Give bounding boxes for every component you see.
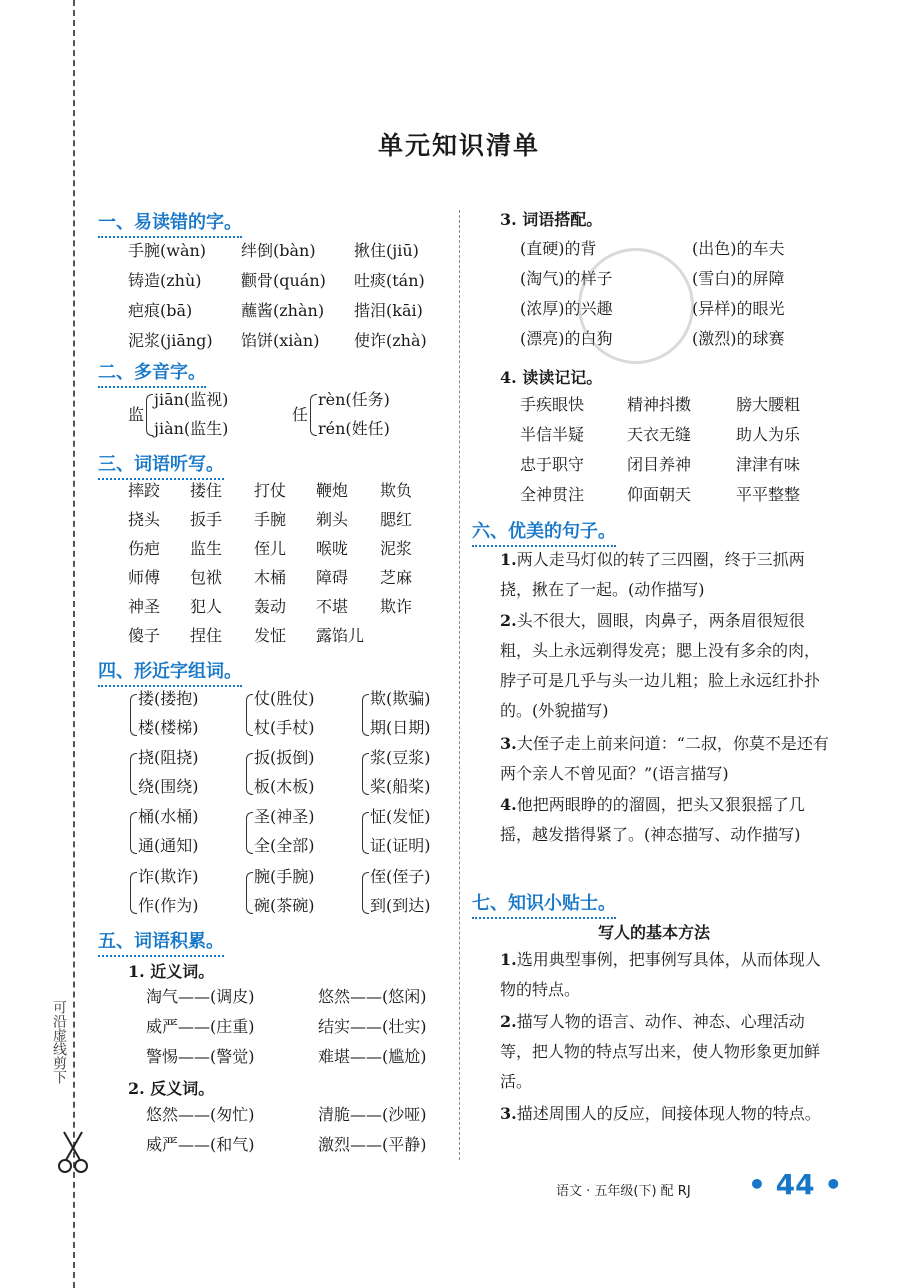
brace	[362, 753, 369, 795]
list-item: 津津有味	[736, 455, 801, 474]
idiom-list	[520, 394, 836, 506]
column-divider	[459, 210, 460, 1160]
subheading: 4. 读读记记。	[500, 368, 603, 387]
synonym-list	[146, 986, 458, 1068]
list-item: (出色)的车夫	[692, 239, 785, 258]
list-item: 天衣无缝	[627, 425, 692, 444]
list-item: 打仗	[254, 481, 287, 500]
list-item: 揩泪(kāi)	[354, 301, 423, 320]
dictation-list	[128, 480, 442, 647]
sentence-item	[500, 729, 830, 789]
list-item: 捏住	[190, 626, 223, 645]
list-item: 威严——(庄重)	[146, 1017, 255, 1036]
word-pair: 作(作为)	[138, 896, 199, 915]
word-pair: 楼(楼梯)	[138, 718, 199, 737]
list-item: 淘气——(调皮)	[146, 987, 255, 1006]
word-pair: 欺(欺骗)	[370, 689, 431, 708]
list-item: 搂住	[190, 481, 223, 500]
item-number: 2.	[500, 1012, 517, 1031]
list-item: 半信半疑	[520, 425, 585, 444]
reading: jiàn(监生)	[154, 419, 229, 438]
list-item: 剃头	[316, 510, 349, 529]
list-item: 仰面朝天	[627, 485, 692, 504]
list-item: 芝麻	[380, 568, 413, 587]
list-item: 威严——(和气)	[146, 1135, 255, 1154]
list-item: 结实——(壮实)	[318, 1017, 427, 1036]
section-heading: 二、多音字。	[98, 358, 206, 388]
word-pair: 碗(茶碗)	[254, 896, 315, 915]
word-pair: 腕(手腕)	[254, 867, 315, 886]
stamp-watermark	[578, 248, 694, 364]
list-item: 犯人	[190, 597, 223, 616]
reading: jiān(监视)	[154, 390, 229, 409]
list-item: 手腕	[254, 510, 287, 529]
list-item: 手腕(wàn)	[128, 241, 207, 260]
list-item: 警惕——(警觉)	[146, 1047, 255, 1066]
list-item: 挠头	[128, 510, 161, 529]
subheading: 1. 近义词。	[128, 962, 215, 981]
item-text: 头不很大，圆眼，肉鼻子，两条眉很短很粗，头上永远剃得发亮；腮上没有多余的肉，脖子可是几乎与头一边儿粗；脸上永远红扑扑的。(外貌描写)	[500, 611, 821, 720]
word-pair: 绕(围绕)	[138, 777, 199, 796]
item-number: 1.	[500, 950, 517, 969]
list-item: 激烈——(平静)	[318, 1135, 427, 1154]
section-heading: 四、形近字组词。	[98, 657, 242, 687]
word-pair: 圣(神圣)	[254, 807, 315, 826]
polyphone-char: 监	[128, 405, 145, 424]
list-item: 吐痰(tán)	[354, 271, 425, 290]
list-item: 铸造(zhù)	[128, 271, 202, 290]
list-item: 助人为乐	[736, 425, 801, 444]
list-item: (激烈)的球赛	[692, 329, 785, 348]
subheading: 2. 反义词。	[128, 1079, 215, 1098]
list-item: 不堪	[316, 597, 349, 616]
list-item: 泥浆(jiāng)	[128, 331, 213, 350]
word-pair: 期(日期)	[370, 718, 431, 737]
list-item: 疤痕(bā)	[128, 301, 193, 320]
list-item: 馅饼(xiàn)	[241, 331, 320, 350]
tips-subtitle: 写人的基本方法	[598, 923, 711, 942]
item-number: 2.	[500, 611, 517, 630]
word-pair: 通(通知)	[138, 836, 199, 855]
sentence-item	[500, 545, 830, 605]
list-item: 平平整整	[736, 485, 801, 504]
tip-item	[500, 1099, 830, 1129]
list-item: 难堪——(尴尬)	[318, 1047, 427, 1066]
section-heading: 五、词语积累。	[98, 927, 224, 957]
word-pair: 桨(船桨)	[370, 777, 431, 796]
item-text: 大侄子走上前来问道：“二叔，你莫不是还有两个亲人不曾见面？”(语言描写)	[500, 734, 829, 783]
brace	[246, 872, 253, 914]
word-pair: 到(到达)	[370, 896, 431, 915]
cut-line	[73, 0, 75, 1288]
list-item: 扳手	[190, 510, 223, 529]
list-item: 欺诈	[380, 597, 413, 616]
list-item: 师傅	[128, 568, 161, 587]
list-item: 轰动	[254, 597, 287, 616]
word-pair: 侄(侄子)	[370, 867, 431, 886]
list-item: (直硬)的背	[520, 239, 597, 258]
list-item: 手疾眼快	[520, 395, 585, 414]
word-pair: 挠(阻挠)	[138, 748, 199, 767]
word-pair: 杖(手杖)	[254, 718, 315, 737]
subheading: 3. 词语搭配。	[500, 210, 603, 229]
section-heading: 三、词语听写。	[98, 450, 224, 480]
brace	[130, 694, 137, 736]
list-item: 使诈(zhà)	[354, 331, 427, 350]
word-pair: 诈(欺诈)	[138, 867, 199, 886]
list-item: 悠然——(悠闲)	[318, 987, 427, 1006]
brace	[362, 694, 369, 736]
reading: rèn(任务)	[318, 390, 390, 409]
section-heading: 一、易读错的字。	[98, 208, 242, 238]
list-item: 闭目养神	[627, 455, 692, 474]
word-pair: 证(证明)	[370, 836, 431, 855]
list-item: 露馅儿	[316, 626, 365, 645]
list-item: 忠于职守	[520, 455, 585, 474]
list-item: 监生	[190, 539, 223, 558]
list-item: 颧骨(quán)	[241, 271, 326, 290]
list-item: 喉咙	[316, 539, 349, 558]
list-item: 全神贯注	[520, 485, 585, 504]
brace	[246, 753, 253, 795]
tip-item	[500, 1007, 830, 1097]
list-item: (异样)的眼光	[692, 299, 785, 318]
list-item: 障碍	[316, 568, 349, 587]
book-info: 语文 · 五年级(下) 配 RJ	[556, 1184, 691, 1199]
list-item: 腮红	[380, 510, 413, 529]
word-pair: 扳(扳倒)	[254, 748, 315, 767]
list-item: 神圣	[128, 597, 161, 616]
cut-instruction: 可沿虚线剪下	[51, 1000, 67, 1084]
item-text: 描写人物的语言、动作、神态、心理活动等，把人物的特点写出来，使人物形象更加鲜活。	[500, 1012, 821, 1091]
word-pair: 怔(发怔)	[370, 807, 431, 826]
list-item: 精神抖擞	[627, 395, 692, 414]
list-item: 揪住(jiū)	[354, 241, 419, 260]
item-number: 3.	[500, 734, 517, 753]
section-heading: 七、知识小贴士。	[472, 889, 616, 919]
list-item: (浓厚)的兴趣	[520, 299, 613, 318]
sentence-item	[500, 790, 830, 850]
sentence-item	[500, 606, 830, 726]
page-number: • 44 •	[748, 1168, 843, 1201]
list-item: 侄儿	[254, 539, 287, 558]
list-item: 膀大腰粗	[736, 395, 801, 414]
list-item: 悠然——(匆忙)	[146, 1105, 255, 1124]
item-number: 4.	[500, 795, 517, 814]
brace	[246, 694, 253, 736]
list-item: 鞭炮	[316, 481, 349, 500]
brace	[130, 753, 137, 795]
item-text: 两人走马灯似的转了三四圈，终于三抓两挠，揪在了一起。(动作描写)	[500, 550, 805, 599]
item-text: 描述周围人的反应，间接体现人物的特点。	[516, 1104, 821, 1123]
item-text: 选用典型事例，把事例写具体，从而体现人物的特点。	[500, 950, 821, 999]
word-pair: 桶(水桶)	[138, 807, 199, 826]
reading: rén(姓任)	[318, 419, 390, 438]
list-item: 伤疤	[128, 539, 161, 558]
list-item: 发怔	[254, 626, 287, 645]
section-heading: 六、优美的句子。	[472, 517, 616, 547]
list-item: 清脆——(沙哑)	[318, 1105, 427, 1124]
list-item: (淘气)的样子	[520, 269, 613, 288]
item-text: 他把两眼睁的的溜圆，把头又狠狠摇了几摇，越发揩得紧了。(神态描写、动作描写)	[500, 795, 805, 844]
list-item: 欺负	[380, 481, 413, 500]
word-pair: 仗(胜仗)	[254, 689, 315, 708]
easy-misread-list	[128, 240, 467, 352]
brace	[130, 812, 137, 854]
list-item: 蘸酱(zhàn)	[241, 301, 325, 320]
scissors-icon	[58, 1130, 88, 1174]
brace	[246, 812, 253, 854]
word-pair: 浆(豆浆)	[370, 748, 431, 767]
brace	[146, 394, 153, 436]
antonym-list	[146, 1104, 458, 1156]
list-item: 摔跤	[128, 481, 161, 500]
list-item: 绊倒(bàn)	[241, 241, 316, 260]
brace	[362, 872, 369, 914]
list-item: 泥浆	[380, 539, 413, 558]
item-number: 3.	[500, 1104, 517, 1123]
list-item: (漂亮)的白狗	[520, 329, 613, 348]
page-title: 单元知识清单	[377, 131, 540, 160]
word-pair: 板(木板)	[254, 777, 315, 796]
list-item: 傻子	[128, 626, 161, 645]
item-number: 1.	[500, 550, 517, 569]
word-pair: 搂(搂抱)	[138, 689, 199, 708]
brace	[310, 394, 317, 436]
list-item: 木桶	[254, 568, 287, 587]
polyphone-char: 任	[292, 405, 309, 424]
list-item: (雪白)的屏障	[692, 269, 785, 288]
brace	[130, 872, 137, 914]
brace	[362, 812, 369, 854]
word-pair: 全(全部)	[254, 836, 315, 855]
list-item: 包袱	[190, 568, 223, 587]
tip-item	[500, 945, 830, 1005]
